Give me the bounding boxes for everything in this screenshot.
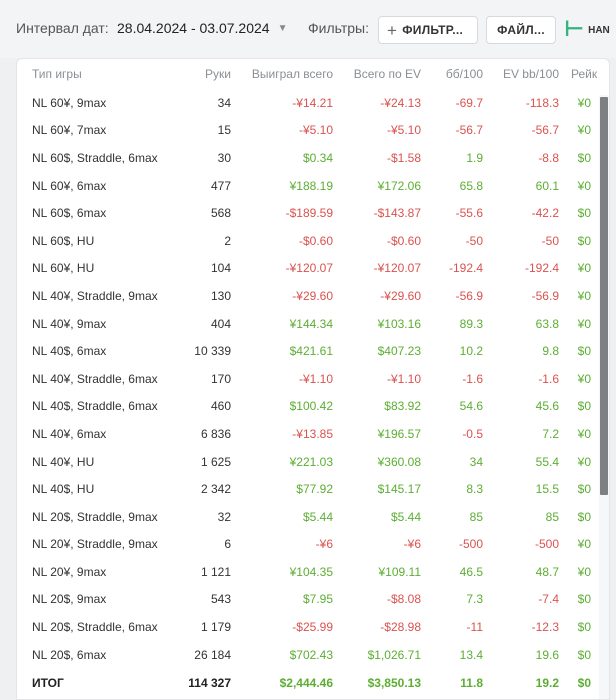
header-ev-total[interactable]: Всего по EV — [353, 67, 421, 81]
brand-logo — [564, 18, 616, 42]
hands-cell: 26 184 — [194, 647, 231, 662]
rake-cell: ¥0 — [577, 95, 591, 110]
rake-cell: ¥0 — [577, 426, 591, 441]
ev-bb100-cell: -42.2 — [531, 206, 559, 221]
bb100-cell: -56.7 — [455, 123, 483, 138]
ev-bb100-cell: -8.8 — [538, 150, 559, 165]
won-total-cell: $77.92 — [296, 482, 333, 497]
game-type-cell: NL 40$, Straddle, 6max — [32, 399, 158, 414]
won-total-cell: $421.61 — [289, 344, 333, 359]
game-type-cell: NL 40$, HU — [32, 482, 95, 497]
plus-icon: + — [387, 20, 398, 40]
ev-total-cell: -¥24.13 — [380, 95, 421, 110]
hands-cell: 6 — [224, 537, 231, 552]
rake-cell: ¥0 — [577, 564, 591, 579]
ev-bb100-cell: -1.6 — [538, 371, 559, 386]
ev-total-cell: $145.17 — [377, 482, 421, 497]
rake-cell: ¥0 — [577, 261, 591, 276]
header-rake[interactable]: Рейк — [571, 67, 598, 81]
game-type-cell: NL 40$, 6max — [32, 344, 107, 359]
table-row[interactable] — [17, 337, 597, 365]
table-row[interactable] — [17, 365, 597, 393]
won-total-cell: -¥6 — [315, 537, 333, 552]
table-row[interactable] — [17, 393, 597, 421]
game-type-cell: NL 40¥, HU — [32, 454, 95, 469]
game-type-cell: NL 60$, Straddle, 6max — [32, 150, 158, 165]
rake-cell: $0 — [577, 592, 591, 607]
ev-total-cell: ¥196.57 — [377, 426, 421, 441]
ev-bb100-cell: 85 — [545, 509, 559, 524]
ev-bb100-cell: 9.8 — [542, 344, 559, 359]
total-rake-cell: $0 — [577, 676, 591, 691]
ev-total-cell: ¥172.06 — [377, 178, 421, 193]
rake-cell: ¥0 — [577, 454, 591, 469]
game-type-cell: NL 20$, Straddle, 6max — [32, 620, 158, 635]
hands-cell: 15 — [217, 123, 231, 138]
logo-icon: ⊢ — [564, 18, 585, 42]
rake-cell: ¥0 — [577, 537, 591, 552]
rake-cell: $0 — [577, 344, 591, 359]
table-total-row — [17, 668, 597, 698]
rake-cell: $0 — [577, 150, 591, 165]
game-type-cell: NL 20¥, Straddle, 9max — [32, 537, 158, 552]
header-hands[interactable]: Руки — [205, 67, 231, 81]
won-total-cell: -$189.59 — [285, 206, 333, 221]
table-row[interactable] — [17, 531, 597, 559]
header-bb100[interactable]: бб/100 — [445, 67, 483, 81]
game-type-cell: NL 60$, 6max — [32, 206, 107, 221]
game-type-cell: NL 60¥, 6max — [32, 178, 107, 193]
bb100-cell: 65.8 — [459, 178, 483, 193]
table-row[interactable] — [17, 641, 597, 669]
bb100-cell: -69.7 — [455, 95, 483, 110]
hands-cell: 477 — [210, 178, 231, 193]
table-row[interactable] — [17, 144, 597, 172]
hands-cell: 404 — [210, 316, 231, 331]
rake-cell: ¥0 — [577, 371, 591, 386]
hands-cell: 1 121 — [200, 564, 231, 579]
chevron-down-icon: ▼ — [277, 22, 288, 34]
won-total-cell: -$25.99 — [292, 620, 333, 635]
table-row[interactable] — [17, 227, 597, 255]
toolbar — [0, 0, 616, 58]
ev-bb100-cell: 48.7 — [535, 564, 559, 579]
ev-bb100-cell: -12.3 — [531, 620, 559, 635]
won-total-cell: $100.42 — [289, 399, 333, 414]
table-row[interactable] — [17, 420, 597, 448]
won-total-cell: -¥1.10 — [298, 371, 333, 386]
won-total-cell: ¥221.03 — [289, 454, 333, 469]
rake-cell: $0 — [577, 399, 591, 414]
date-interval-label: Интервал дат: — [16, 20, 109, 36]
hands-cell: 6 836 — [200, 426, 231, 441]
hands-cell: 10 339 — [194, 344, 231, 359]
header-ev-bb100[interactable]: EV bb/100 — [502, 67, 559, 81]
game-type-cell: NL 40¥, 6max — [32, 426, 107, 441]
game-type-cell: NL 40¥, Straddle, 9max — [32, 288, 158, 303]
table-row[interactable] — [17, 613, 597, 641]
bb100-cell: 46.5 — [459, 564, 483, 579]
ev-total-cell: -$1.58 — [386, 150, 421, 165]
ev-bb100-cell: -56.7 — [531, 123, 559, 138]
game-type-cell: NL 40¥, Straddle, 6max — [32, 371, 158, 386]
ev-bb100-cell: 45.6 — [535, 399, 559, 414]
ev-total-cell: -$0.60 — [386, 233, 421, 248]
bb100-cell: 34 — [469, 454, 483, 469]
total-won-total-cell: $2,444.46 — [279, 676, 333, 691]
rake-cell: ¥0 — [577, 316, 591, 331]
won-total-cell: ¥144.34 — [289, 316, 333, 331]
table-row[interactable] — [17, 586, 597, 614]
game-type-cell: NL 20$, Straddle, 9max — [32, 509, 158, 524]
hands-cell: 2 — [224, 233, 231, 248]
ev-bb100-cell: -7.4 — [538, 592, 559, 607]
bb100-cell: 1.9 — [466, 150, 483, 165]
ev-bb100-cell: 60.1 — [535, 178, 559, 193]
total-bb100-cell: 11.8 — [460, 676, 483, 691]
bb100-cell: 13.4 — [459, 647, 483, 662]
ev-total-cell: $407.23 — [377, 344, 421, 359]
ev-total-cell: -¥5.10 — [386, 123, 421, 138]
won-total-cell: $5.44 — [302, 509, 333, 524]
won-total-cell: ¥104.35 — [289, 564, 333, 579]
game-type-cell: NL 20$, 6max — [32, 647, 107, 662]
ev-bb100-cell: 15.5 — [535, 482, 559, 497]
rake-cell: $0 — [577, 233, 591, 248]
hands-cell: 34 — [217, 95, 231, 110]
won-total-cell: -¥14.21 — [292, 95, 333, 110]
game-type-cell: NL 60¥, 9max — [32, 95, 107, 110]
file-button-label: ФАЙЛ... — [497, 23, 545, 37]
won-total-cell: ¥188.19 — [289, 178, 333, 193]
won-total-cell: -¥29.60 — [292, 288, 333, 303]
table-row[interactable] — [17, 172, 597, 200]
ev-total-cell: ¥103.16 — [377, 316, 421, 331]
ev-total-cell: -$8.08 — [386, 592, 421, 607]
header-game-type[interactable]: Тип игры — [32, 67, 82, 81]
ev-total-cell: -¥120.07 — [373, 261, 421, 276]
ev-total-cell: ¥109.11 — [378, 564, 421, 579]
bb100-cell: -55.6 — [455, 206, 483, 221]
ev-bb100-cell: -56.9 — [531, 288, 559, 303]
hands-cell: 1 625 — [200, 454, 231, 469]
won-total-cell: -¥120.07 — [285, 261, 333, 276]
ev-total-cell: -¥29.60 — [380, 288, 421, 303]
bb100-cell: -56.9 — [455, 288, 483, 303]
won-total-cell: -¥5.10 — [298, 123, 333, 138]
hands-cell: 170 — [210, 371, 231, 386]
ev-total-cell: $1,026.71 — [367, 647, 421, 662]
bb100-cell: 85 — [469, 509, 483, 524]
won-total-cell: $7.95 — [302, 592, 333, 607]
won-total-cell: $702.43 — [289, 647, 333, 662]
hands-cell: 1 179 — [200, 620, 231, 635]
bb100-cell: 89.3 — [459, 316, 483, 331]
ev-bb100-cell: 55.4 — [535, 454, 559, 469]
table-row[interactable] — [17, 255, 597, 283]
rake-cell: $0 — [577, 509, 591, 524]
hands-cell: 32 — [217, 509, 231, 524]
rake-cell: $0 — [577, 482, 591, 497]
ev-bb100-cell: 63.8 — [535, 316, 559, 331]
ev-total-cell: $5.44 — [390, 509, 421, 524]
total-ev-total-cell: $3,850.13 — [367, 676, 421, 691]
ev-total-cell: -$143.87 — [373, 206, 421, 221]
total-hands-cell: 114 327 — [188, 676, 231, 691]
bb100-cell: 8.3 — [466, 482, 483, 497]
rake-cell: $0 — [577, 620, 591, 635]
date-range-picker[interactable] — [117, 20, 287, 36]
bb100-cell: 7.3 — [466, 592, 483, 607]
filters-label: Фильтры: — [308, 20, 369, 36]
bb100-cell: 54.6 — [459, 399, 483, 414]
header-won-total[interactable]: Выиграл всего — [251, 67, 333, 81]
ev-total-cell: -$28.98 — [380, 620, 421, 635]
won-total-cell: -$0.60 — [298, 233, 333, 248]
won-total-cell: $0.34 — [302, 150, 333, 165]
won-total-cell: -¥13.85 — [292, 426, 333, 441]
game-type-cell: NL 20$, 9max — [32, 592, 107, 607]
total-ev-bb100-cell: 19.2 — [535, 676, 559, 691]
game-type-cell: NL 60¥, 7max — [32, 123, 107, 138]
add-filter-button[interactable] — [378, 16, 478, 44]
hands-cell: 568 — [210, 206, 231, 221]
game-type-cell: NL 40¥, 9max — [32, 316, 107, 331]
stats-table — [17, 59, 597, 698]
bb100-cell: -50 — [465, 233, 483, 248]
hands-cell: 543 — [210, 592, 231, 607]
hands-cell: 30 — [217, 150, 231, 165]
table-row[interactable] — [17, 89, 597, 117]
stats-panel — [16, 58, 610, 700]
bb100-cell: -500 — [458, 537, 483, 552]
bb100-cell: -192.4 — [448, 261, 483, 276]
ev-bb100-cell: -192.4 — [524, 261, 559, 276]
hands-cell: 460 — [210, 399, 231, 414]
table-row[interactable] — [17, 503, 597, 531]
add-filter-label: ФИЛЬТР... — [402, 23, 464, 37]
hands-cell: 130 — [210, 288, 231, 303]
rake-cell: $0 — [577, 206, 591, 221]
date-range-value: 28.04.2024 - 03.07.2024 — [117, 20, 270, 36]
bb100-cell: 10.2 — [459, 344, 483, 359]
game-type-cell: NL 20¥, 9max — [32, 564, 107, 579]
rake-cell: ¥0 — [577, 178, 591, 193]
total-game-type-cell: ИТОГ — [32, 676, 64, 691]
ev-bb100-cell: 19.6 — [535, 647, 559, 662]
hands-cell: 104 — [210, 261, 231, 276]
scrollbar-thumb[interactable] — [600, 97, 608, 495]
ev-total-cell: -¥1.10 — [386, 371, 421, 386]
rake-cell: ¥0 — [577, 288, 591, 303]
table-row[interactable] — [17, 475, 597, 503]
ev-bb100-cell: -500 — [534, 537, 559, 552]
ev-bb100-cell: 7.2 — [542, 426, 559, 441]
table-row[interactable] — [17, 558, 597, 586]
bb100-cell: -0.5 — [462, 426, 483, 441]
game-type-cell: NL 60¥, HU — [32, 261, 95, 276]
rake-cell: $0 — [577, 647, 591, 662]
ev-bb100-cell: -118.3 — [525, 95, 559, 110]
table-header-row — [17, 59, 597, 89]
table-row[interactable] — [17, 199, 597, 227]
table-row[interactable] — [17, 282, 597, 310]
hands-cell: 2 342 — [200, 482, 231, 497]
bb100-cell: -11 — [466, 620, 483, 635]
rake-cell: ¥0 — [577, 123, 591, 138]
table-row[interactable] — [17, 117, 597, 145]
game-type-cell: NL 60$, HU — [32, 233, 95, 248]
ev-total-cell: ¥360.08 — [377, 454, 421, 469]
ev-total-cell: -¥6 — [403, 537, 421, 552]
table-body — [17, 89, 597, 698]
table-row[interactable] — [17, 310, 597, 338]
brand-text: HAN — [588, 24, 610, 36]
table-row[interactable] — [17, 448, 597, 476]
file-button[interactable] — [486, 16, 556, 44]
ev-total-cell: $83.92 — [384, 399, 421, 414]
bb100-cell: -1.6 — [462, 371, 483, 386]
ev-bb100-cell: -50 — [541, 233, 559, 248]
